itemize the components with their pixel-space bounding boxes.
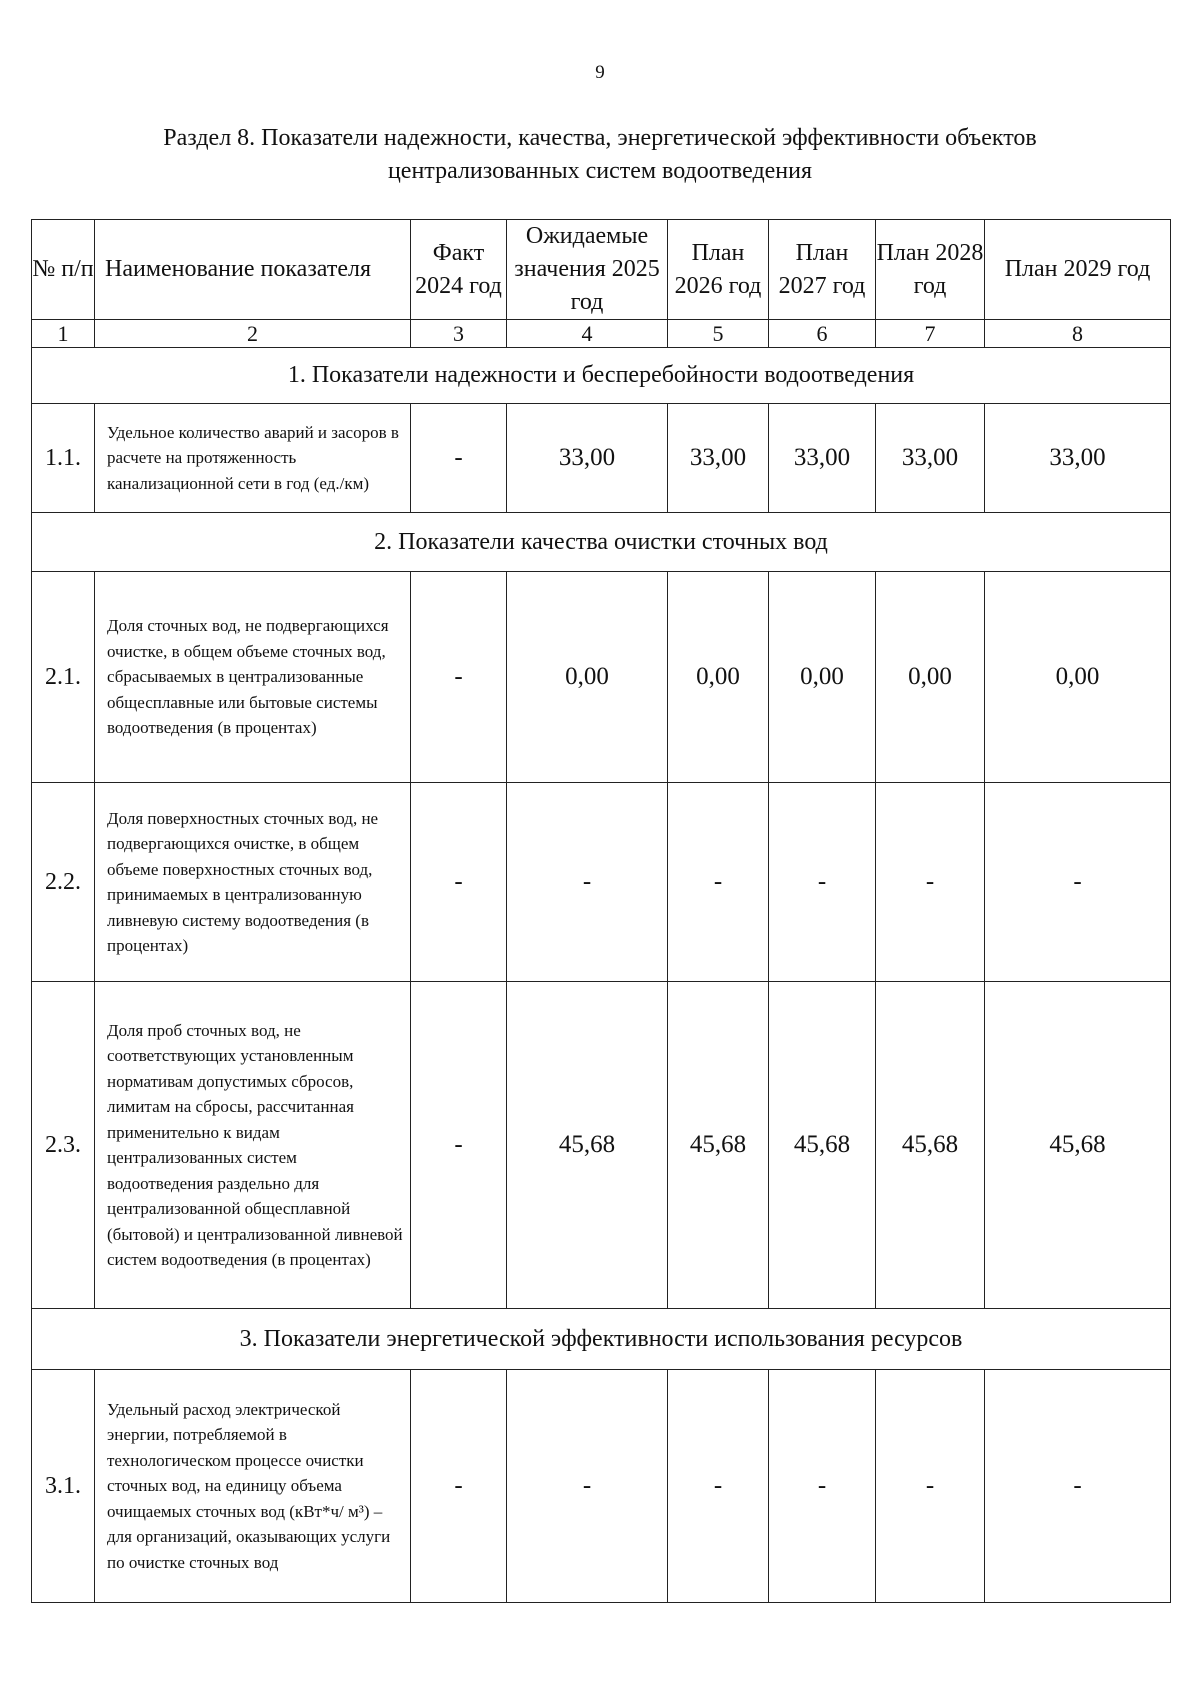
table-row [32,982,1171,1309]
header-plan-2028: План 2028 год [876,220,985,320]
page-title-line-1: Раздел 8. Показатели надежности, качества, энергетической эффективности объектов [163,125,1037,151]
value-expected-2025: 33,00 [507,404,668,513]
column-index: 1 [32,320,95,348]
value-expected-2025: 0,00 [507,572,668,783]
value-plan-2026: 33,00 [668,404,769,513]
section-title: 3. Показатели энергетической эффективности использования ресурсов [32,1309,1171,1370]
table-row [32,572,1171,783]
page-number: 9 [595,62,605,83]
table-row [32,783,1171,982]
value-expected-2025: - [507,1370,668,1603]
row-number: 1.1. [32,404,95,513]
value-plan-2029: - [985,1370,1171,1603]
value-expected-2025: - [507,783,668,982]
indicators-table [31,219,1171,1603]
header-plan-2027: План 2027 год [769,220,876,320]
indicator-name: Удельный расход электрической энергии, потребляемой в технологическом процессе очистки сточных вод, на единицу объема очищаемых сточных вод (кВт*ч/ м³) – для организаций, оказывающих услуги по очистке сточных вод [95,1370,411,1603]
value-plan-2028: - [876,1370,985,1603]
indicator-name: Удельное количество аварий и засоров в расчете на протяженность канализационной сети в год (ед./км) [95,404,411,513]
value-plan-2027: 45,68 [769,982,876,1309]
value-plan-2026: - [668,1370,769,1603]
value-fact-2024: - [411,982,507,1309]
page-title-line-2: централизованных систем водоотведения [387,158,813,184]
column-index: 8 [985,320,1171,348]
indicator-name: Доля поверхностных сточных вод, не подвергающихся очистке, в общем объеме поверхностных сточных вод, принимаемых в централизованную ливневую систему водоотведения (в процентах) [95,783,411,982]
header-num: № п/п [32,220,95,320]
value-plan-2028: 0,00 [876,572,985,783]
value-plan-2029: 33,00 [985,404,1171,513]
row-number: 3.1. [32,1370,95,1603]
value-plan-2026: 0,00 [668,572,769,783]
table-row [32,1370,1171,1603]
value-plan-2029: 45,68 [985,982,1171,1309]
value-expected-2025: 45,68 [507,982,668,1309]
value-fact-2024: - [411,572,507,783]
value-plan-2027: 0,00 [769,572,876,783]
value-fact-2024: - [411,1370,507,1603]
value-fact-2024: - [411,783,507,982]
column-index: 3 [411,320,507,348]
column-index-row [32,320,1171,348]
value-plan-2026: 45,68 [668,982,769,1309]
header-expected-2025: Ожидаемые значения 2025 год [507,220,668,320]
row-number: 2.2. [32,783,95,982]
column-index: 7 [876,320,985,348]
value-plan-2028: 45,68 [876,982,985,1309]
table-header-row [32,220,1171,320]
value-plan-2029: 0,00 [985,572,1171,783]
header-plan-2026: План 2026 год [668,220,769,320]
column-index: 5 [668,320,769,348]
value-fact-2024: - [411,404,507,513]
section-header-3 [32,1309,1171,1370]
page-title [40,122,1160,188]
header-name: Наименование показателя [95,220,411,320]
column-index: 2 [95,320,411,348]
header-plan-2029: План 2029 год [985,220,1171,320]
row-number: 2.1. [32,572,95,783]
value-plan-2027: - [769,1370,876,1603]
table-row [32,404,1171,513]
row-number: 2.3. [32,982,95,1309]
column-index: 4 [507,320,668,348]
column-index: 6 [769,320,876,348]
indicator-name: Доля сточных вод, не подвергающихся очистке, в общем объеме сточных вод, сбрасываемых в централизованные общесплавные или бытовые системы водоотведения (в процентах) [95,572,411,783]
value-plan-2029: - [985,783,1171,982]
value-plan-2027: 33,00 [769,404,876,513]
header-fact-2024: Факт 2024 год [411,220,507,320]
section-title: 2. Показатели качества очистки сточных вод [32,513,1171,572]
value-plan-2028: 33,00 [876,404,985,513]
value-plan-2026: - [668,783,769,982]
value-plan-2027: - [769,783,876,982]
section-header-1 [32,348,1171,404]
section-title: 1. Показатели надежности и бесперебойности водоотведения [32,348,1171,404]
section-header-2 [32,513,1171,572]
value-plan-2028: - [876,783,985,982]
indicator-name: Доля проб сточных вод, не соответствующих установленным нормативам допустимых сбросов, лимитам на сбросы, рассчитанная применительно к видам централизованных систем водоотведения раздельно для централизованной общесплавной (бытовой) и централизованной ливневой систем водоотведения (в процентах) [95,982,411,1309]
